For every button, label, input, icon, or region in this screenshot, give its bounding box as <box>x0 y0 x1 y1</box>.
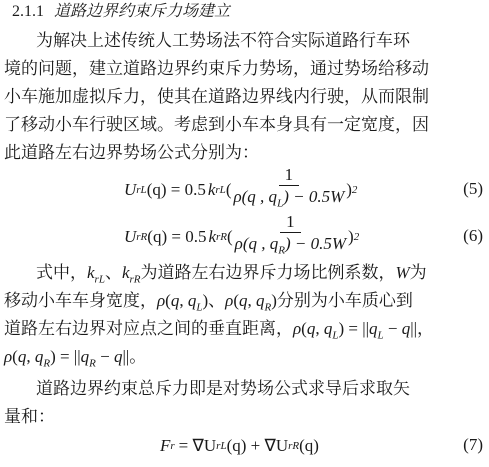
equation-6: U rR (q) = 0.5 k rR ( $\frac{1}{\rho(q , q_R) - 0.5W}$ ) 2 (6) <box>124 212 483 257</box>
para3-line-2: 量和： <box>4 407 55 427</box>
section-title: 道路边界约束斥力场建立 <box>54 1 231 20</box>
para1-line-5: 此道路左右边界势场公式分别为： <box>4 143 259 163</box>
section-number: 2.1.1 <box>12 3 44 20</box>
para1-line-3: 小车施加虚拟斥力，使其在道路边界线内行驶，从而限制 <box>4 87 429 107</box>
equation-7-number: (7) <box>463 435 483 454</box>
para2-line-3: 道路左右边界对应点之间的垂直距离，ρ(q, $q_L) = ||q_L - q||$， <box>4 319 435 342</box>
para1-line-2: 境的问题，建立道路边界约束斥力势场，通过势场给移动 <box>4 59 429 79</box>
para2-line-2: 移动小车车身宽度，ρ(q, $q_L$)、ρ(q, $q_R$)分别为小车质心到 <box>4 291 413 314</box>
para1-line-4: 了移动小车行驶区域。考虑到小车本身具有一定宽度，因 <box>4 115 429 135</box>
para1-line-1: 为解决上述传统人工势场法不符合实际道路行车环 <box>36 31 410 51</box>
equation-7: F r = ∇U rL (q) + ∇U rR (q) (7) <box>160 435 483 455</box>
equation-6-number: (6) <box>463 226 483 245</box>
para2-line-4: ρ(q, $q_R) = ||q_R - q||$。 <box>4 347 147 370</box>
equation-5: U rL (q) = 0.5 k rL ( $\frac{1}{\rho(q , q_L) - 0.5W}$ ) 2 (5) <box>124 165 483 210</box>
equation-5-number: (5) <box>463 179 483 198</box>
section-heading <box>12 0 489 23</box>
para2-line-1: 式中，$k_{rL}$、$k_{rR}$为道路左右边界斥力场比例系数，W为 <box>36 263 427 286</box>
para3-line-1: 道路边界约束总斥力即是对势场公式求导后求取矢 <box>36 379 410 399</box>
